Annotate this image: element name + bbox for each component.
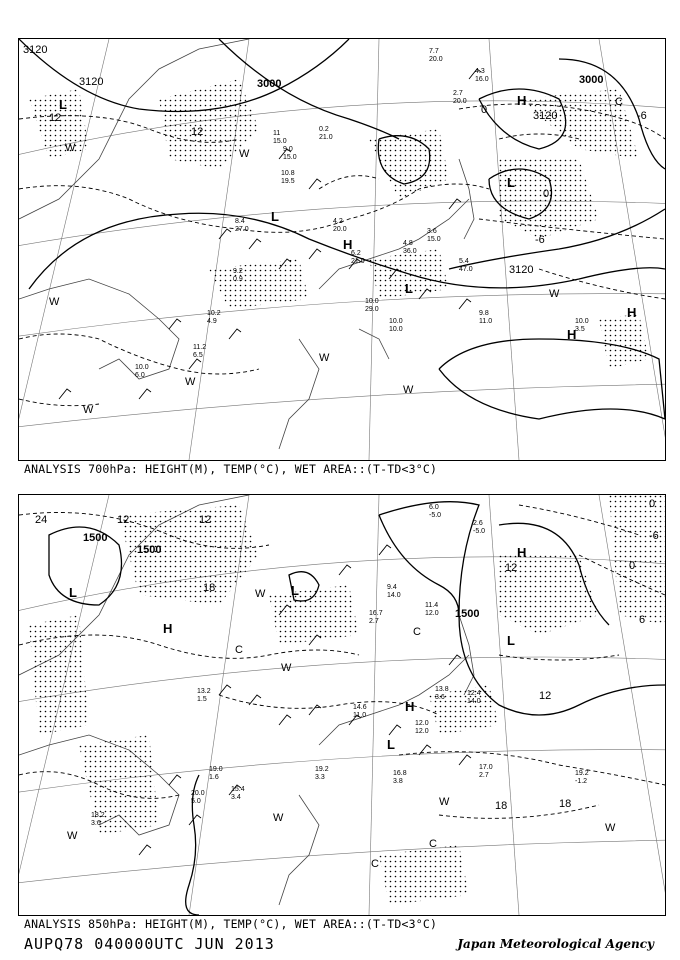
weather-chart-700hpa xyxy=(19,39,665,460)
station-obs: 11.2 xyxy=(193,344,207,351)
temperature-label: W xyxy=(65,142,76,154)
station-obs: 12.0 xyxy=(415,720,429,727)
chart-caption-850hpa: ANALYSIS 850hPa: HEIGHT(M), TEMP(°C), WET AREA::(T-TD<3°C) xyxy=(24,917,438,931)
station-obs: 2.6 xyxy=(473,520,483,527)
station-obs: 6.0 xyxy=(429,504,439,511)
station-obs: 5.0 xyxy=(191,798,201,805)
station-obs: 11.4 xyxy=(425,602,439,609)
temperature-label: 0 xyxy=(629,560,636,572)
station-obs: 7.7 xyxy=(429,48,439,55)
station-obs: -1.2 xyxy=(575,778,588,785)
station-obs: 16.0 xyxy=(475,76,489,83)
temperature-label: -6 xyxy=(535,234,545,246)
temperature-label: 12 xyxy=(49,112,62,124)
station-obs: 27.0 xyxy=(235,226,249,233)
station-obs: 19.2 xyxy=(575,770,589,777)
height-label: 1500 xyxy=(83,532,108,544)
temperature-label: W xyxy=(255,588,266,600)
station-obs: 2.7 xyxy=(453,90,463,97)
temperature-label: C xyxy=(413,626,421,638)
temperature-label: C xyxy=(371,858,379,870)
temperature-label: 12 xyxy=(117,514,130,526)
station-obs: 3.4 xyxy=(231,794,241,801)
station-obs: 16.8 xyxy=(393,770,407,777)
station-obs: 19.0 xyxy=(209,766,223,773)
temperature-label: 12 xyxy=(191,126,204,138)
temperature-label: W xyxy=(273,812,284,824)
station-obs: 4.8 xyxy=(403,240,413,247)
temperature-label: W xyxy=(549,288,560,300)
temperature-label: 12 xyxy=(505,562,518,574)
station-obs: 20.0 xyxy=(333,226,347,233)
agency-credit: Japan Meteorological Agency xyxy=(457,937,654,951)
station-obs: 11.0 xyxy=(353,712,367,719)
height-label: 3120 xyxy=(23,44,48,56)
temperature-label: W xyxy=(403,384,414,396)
temperature-label: 6 xyxy=(639,614,646,626)
station-obs: 2.7 xyxy=(369,618,379,625)
height-label: 1500 xyxy=(137,544,162,556)
temperature-label: 18 xyxy=(495,800,508,812)
temperature-label: 12 xyxy=(539,690,552,702)
station-obs: 9.4 xyxy=(387,584,397,591)
station-obs: 12.0 xyxy=(415,728,429,735)
low-center-marker: L xyxy=(69,585,77,600)
station-obs: 6.2 xyxy=(351,250,361,257)
station-obs: 47.0 xyxy=(459,266,473,273)
station-obs: 21.0 xyxy=(319,134,333,141)
station-obs: 9.0 xyxy=(283,146,293,153)
station-obs: 29.0 xyxy=(365,306,379,313)
temperature-label: 18 xyxy=(559,798,572,810)
station-obs: 0.2 xyxy=(319,126,329,133)
temperature-label: W xyxy=(49,296,60,308)
station-obs: 1.5 xyxy=(197,696,207,703)
height-label: 3120 xyxy=(79,76,104,88)
station-obs: 19.5 xyxy=(281,178,295,185)
temperature-label: 0 xyxy=(543,188,550,200)
weather-chart-850hpa xyxy=(19,495,665,915)
high-center-marker: H xyxy=(517,545,527,560)
station-obs: 3.6 xyxy=(91,820,101,827)
station-obs: 10.0 xyxy=(389,318,403,325)
temperature-label: W xyxy=(439,796,450,808)
temperature-label: W xyxy=(319,352,330,364)
temperature-label: W xyxy=(185,376,196,388)
station-obs: 12.0 xyxy=(425,610,439,617)
height-label: 3000 xyxy=(579,74,604,86)
station-obs: 15.0 xyxy=(427,236,441,243)
station-obs: 15.0 xyxy=(283,154,297,161)
station-obs: 11 xyxy=(273,130,281,137)
high-center-marker: H xyxy=(163,621,173,636)
station-obs: 4.2 xyxy=(333,218,343,225)
station-obs: 3.6 xyxy=(427,228,437,235)
station-obs: 13.8 xyxy=(435,686,449,693)
low-center-marker: L xyxy=(507,633,515,648)
temperature-label: W xyxy=(605,822,616,834)
station-obs: 4.3 xyxy=(475,68,485,75)
temperature-label: 24 xyxy=(35,514,48,526)
station-obs: 14.6 xyxy=(353,704,367,711)
station-obs: 14.0 xyxy=(467,698,481,705)
high-center-marker: H xyxy=(627,305,637,320)
temperature-label: 0 xyxy=(481,104,488,116)
station-obs: 6.0 xyxy=(135,372,145,379)
station-obs: 8.4 xyxy=(235,218,245,225)
station-obs: 3.6 xyxy=(435,694,445,701)
high-center-marker: H xyxy=(405,699,415,714)
low-center-marker: L xyxy=(271,209,279,224)
station-obs: 3.3 xyxy=(315,774,325,781)
station-obs: 3.8 xyxy=(393,778,403,785)
temperature-label: -6 xyxy=(637,110,647,122)
station-obs: 1.6 xyxy=(209,774,219,781)
temperature-label: C xyxy=(235,644,243,656)
low-center-marker: L xyxy=(405,281,413,296)
station-obs: 6.5 xyxy=(193,352,203,359)
station-obs: 19.2 xyxy=(315,766,329,773)
low-center-marker: L xyxy=(507,175,515,190)
station-obs: 16.7 xyxy=(369,610,383,617)
station-obs: 10.2 xyxy=(207,310,221,317)
station-obs: 10.0 xyxy=(365,298,379,305)
station-obs: 20.0 xyxy=(191,790,205,797)
station-obs: 4.9 xyxy=(207,318,217,325)
wet-areas xyxy=(29,495,665,905)
station-obs: 10.0 xyxy=(135,364,149,371)
station-obs: 5.4 xyxy=(459,258,469,265)
map-panel-700hpa xyxy=(18,38,666,461)
high-center-marker: H xyxy=(567,327,577,342)
temperature-label: 18 xyxy=(203,582,216,594)
station-obs: 10.0 xyxy=(575,318,589,325)
station-obs: 17.0 xyxy=(479,764,493,771)
station-obs: -5.0 xyxy=(473,528,486,535)
high-center-marker: H xyxy=(343,237,353,252)
station-obs: 10.0 xyxy=(389,326,403,333)
height-label: 3120 xyxy=(509,264,534,276)
station-obs: 0.9 xyxy=(233,276,243,283)
station-obs: 21.0 xyxy=(351,258,365,265)
temperature-label: C xyxy=(429,838,437,850)
station-obs: 9.8 xyxy=(479,310,489,317)
station-obs: 20.0 xyxy=(453,98,467,105)
station-obs: 9.2 xyxy=(233,268,243,275)
station-obs: 15.0 xyxy=(273,138,287,145)
station-obs: 36.0 xyxy=(403,248,417,255)
chart-caption-700hpa: ANALYSIS 700hPa: HEIGHT(M), TEMP(°C), WET AREA::(T-TD<3°C) xyxy=(24,462,438,476)
station-obs: 20.0 xyxy=(429,56,443,63)
temperature-label: W xyxy=(83,404,94,416)
station-obs: 18.2 xyxy=(91,812,105,819)
station-obs: 15.4 xyxy=(231,786,245,793)
bulletin-code-and-time: AUPQ78 040000UTC JUN 2013 xyxy=(24,935,275,953)
temperature-label: C xyxy=(615,96,623,108)
station-obs: 3.5 xyxy=(575,326,585,333)
temperature-label: W xyxy=(239,148,250,160)
temperature-label: -6 xyxy=(649,530,659,542)
height-label: 3120 xyxy=(533,110,558,122)
station-obs: 14.0 xyxy=(387,592,401,599)
station-obs: -5.0 xyxy=(429,512,442,519)
map-panel-850hpa xyxy=(18,494,666,916)
station-obs: 11.0 xyxy=(479,318,493,325)
temperature-label: W xyxy=(281,662,292,674)
low-center-marker: L xyxy=(59,97,67,112)
station-obs: 13.2 xyxy=(197,688,211,695)
high-center-marker: H xyxy=(517,93,527,108)
low-center-marker: L xyxy=(291,583,299,598)
height-label: 3000 xyxy=(257,78,282,90)
station-obs: 2.7 xyxy=(479,772,489,779)
low-center-marker: L xyxy=(387,737,395,752)
station-obs: 10.8 xyxy=(281,170,295,177)
temperature-label: W xyxy=(67,830,78,842)
temperature-label: 12 xyxy=(199,514,212,526)
temperature-label: 0 xyxy=(649,498,656,510)
station-obs: 12.4 xyxy=(467,690,481,697)
height-label: 1500 xyxy=(455,608,480,620)
